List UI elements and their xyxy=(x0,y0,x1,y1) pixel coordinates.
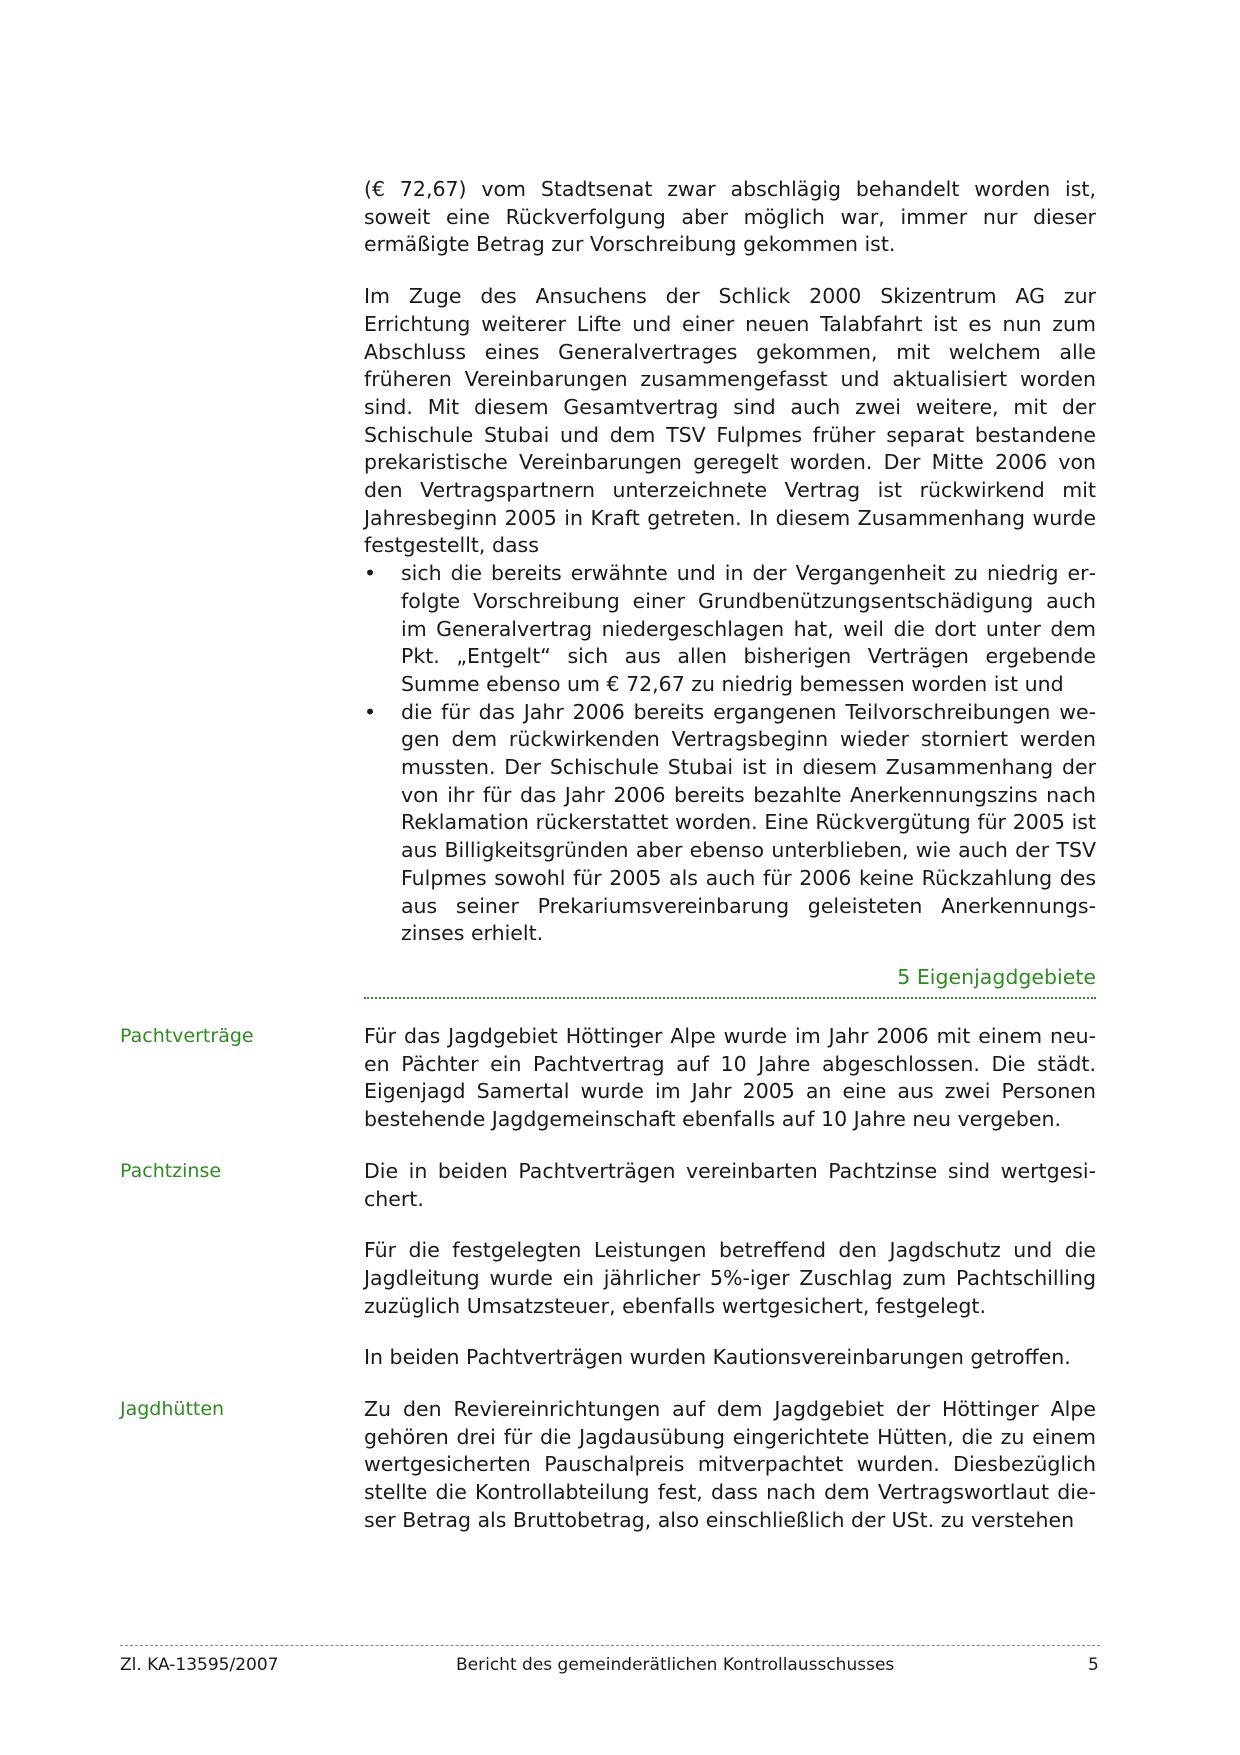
margin-label-jagdhuetten: Jagdhütten xyxy=(120,1398,225,1421)
list-item-text: sich die bereits erwähnte und in der Vergangenheit zu niedrig erfolgte Vorschreibung einer Grundbenützungsentschädigung auch im Generalvertrag niedergeschlagen hat, weil die dort unter dem Pkt. „Entgelt“ sich aus allen bisherigen Verträgen ergebende Summe ebenso um € 72,67 zu niedrig bemessen worden ist und xyxy=(401,561,1096,696)
paragraph-jagdschutz: Für die festgelegten Leistungen betreffend den Jagdschutz und die Jagdleitung wurde ein jährlicher 5%-iger Zuschlag zum Pachtschilling zuzüglich Umsatzsteuer, ebenfalls wertgesichert, festgelegt. xyxy=(364,1238,1096,1318)
row-pachtvertraege xyxy=(120,1023,1096,1134)
page-number: 5 xyxy=(1088,1655,1099,1675)
footer-reference: Zl. KA-13595/2007 xyxy=(120,1655,279,1675)
paragraph-continuation: (€ 72,67) vom Stadtsenat zwar abschlägig behandelt worden ist, soweit eine Rückverfolgung aber möglich war, immer nur dieser ermäßigte Betrag zur Vorschreibung gekommen ist. xyxy=(364,177,1096,257)
footer-title: Bericht des gemeinderätlichen Kontrollausschusses xyxy=(456,1655,895,1675)
footer-divider xyxy=(120,1645,1100,1646)
paragraph-pachtzinse: Die in beiden Pachtverträgen vereinbarten Pachtzinse sind wertgesichert. xyxy=(364,1158,1096,1211)
paragraph-kaution: In beiden Pachtverträgen wurden Kautionsvereinbarungen getroffen. xyxy=(364,1345,1071,1370)
page-content xyxy=(120,176,1096,1535)
paragraph-generalvertrag: Im Zuge des Ansuchens der Schlick 2000 Skizentrum AG zur Errichtung weiterer Lifte und einer neuen Talabfahrt ist es nun zum Abschluss eines Generalvertrages gekommen, mit welchem alle früheren Vereinbarungen zusammengefasst und aktualisiert worden sind. Mit diesem Gesamtvertrag sind auch zwei weitere, mit der Schischule Stubai und dem TSV Fulpmes früher separat bestandene prekaristische Vereinbarungen geregelt worden. Der Mitte 2006 von den Vertragspartnern unterzeichnete Vertrag ist rückwirkend mit Jahresbeginn 2005 in Kraft getreten. In diesem Zusammenhang wurde festgestellt, dass xyxy=(364,284,1096,558)
row-jagdhuetten xyxy=(120,1396,1096,1535)
section-heading-eigenjagdgebiete: 5 Eigenjagdgebiete xyxy=(364,964,1096,999)
list-item xyxy=(364,699,1096,948)
paragraph-pachtvertraege: Für das Jagdgebiet Höttinger Alpe wurde im Jahr 2006 mit einem neuen Pächter ein Pachtvertrag auf 10 Jahre abgeschlossen. Die städt. Eigenjagd Samertal wurde im Jahr 2005 an eine aus zwei Personen bestehende Jagdgemeinschaft ebenfalls auf 10 Jahre neu vergeben. xyxy=(364,1023,1096,1132)
margin-label-pachtvertraege: Pachtverträge xyxy=(120,1024,254,1047)
margin-label-pachtzinse: Pachtzinse xyxy=(120,1159,222,1182)
bullet-icon: • xyxy=(364,699,377,724)
row-pachtzinse xyxy=(120,1158,1096,1213)
paragraph-jagdhuetten: Zu den Reviereinrichtungen auf dem Jagdgebiet der Höttinger Alpe gehören drei für die Jagdausübung eingerichtete Hütten, die zu einem wertgesicherten Pauschalpreis mitverpachtet wurden. Diesbezüglich stellte die Kontrollabteilung fest, dass nach dem Vertragswortlaut dieser Betrag als Bruttobetrag, also einschließlich der USt. zu verstehen xyxy=(364,1397,1096,1532)
list-item xyxy=(364,560,1096,699)
bullet-icon: • xyxy=(364,561,377,586)
findings-list xyxy=(364,560,1096,948)
list-item-text: die für das Jahr 2006 bereits ergangenen Teilvorschreibungen wegen dem rückwirkenden Vertragsbeginn wieder storniert werden mussten. Der Schischule Stubai ist in diesem Zusammenhang der von ihr für das Jahr 2006 bereits bezahlte Anerkennungszins nach Reklamation rückerstattet worden. Eine Rückvergütung für 2005 ist aus Billigkeitsgründen aber ebenso unterblieben, wie auch der TSV Fulpmes sowohl für 2005 als auch für 2006 keine Rückzahlung des aus seiner Prekariumsvereinbarung geleisteten Anerkennungszinses erhielt. xyxy=(401,699,1096,946)
